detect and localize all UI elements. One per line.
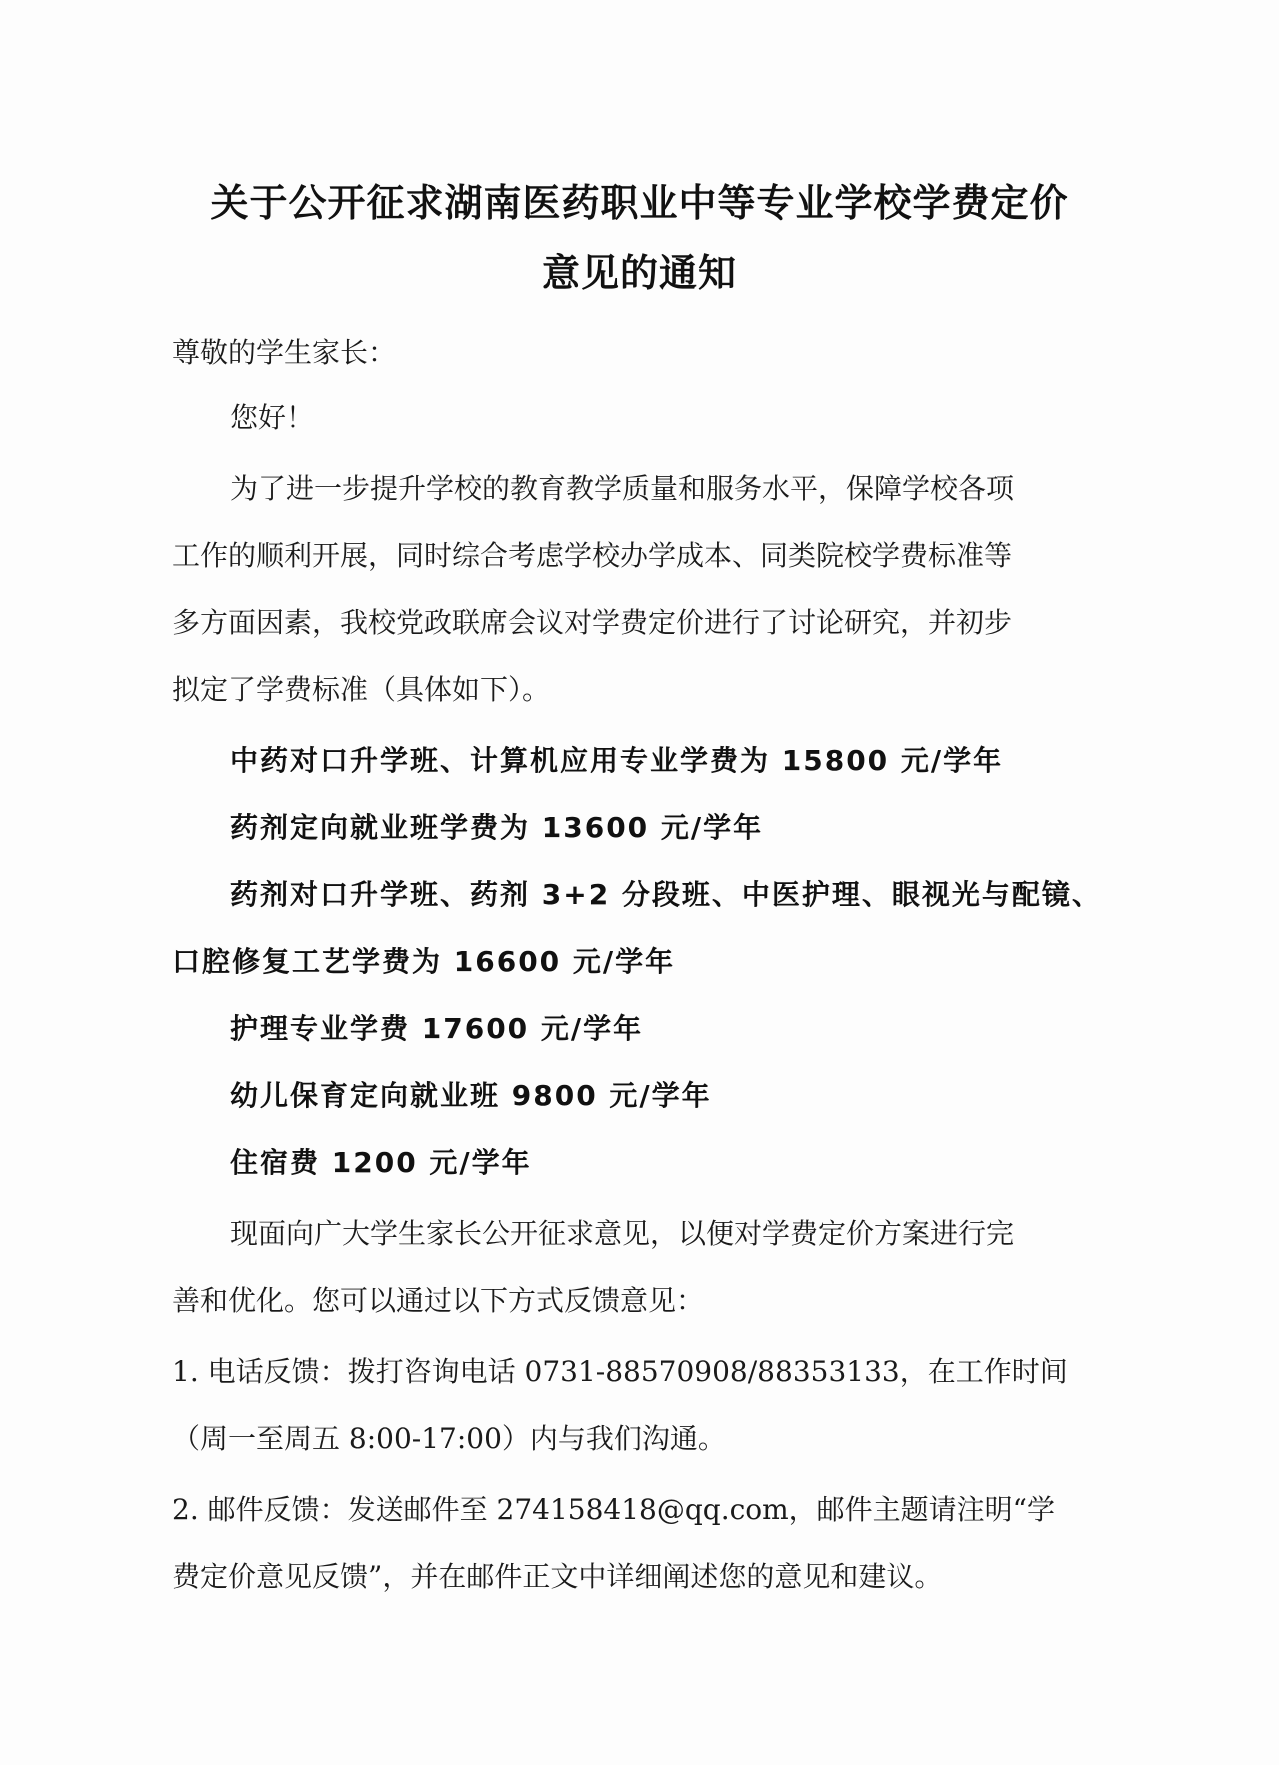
fee-item: 幼儿保育定向就业班 9800 元/学年	[230, 1079, 712, 1112]
feedback-phone-line: 1. 电话反馈：拨打咨询电话 0731-88570908/88353133，在工作时间	[172, 1355, 1068, 1388]
document-title-line-2: 意见的通知	[541, 251, 737, 295]
fee-item: 住宿费 1200 元/学年	[230, 1146, 532, 1179]
feedback-email-line: 费定价意见反馈”，并在邮件正文中详细阐述您的意见和建议。	[172, 1560, 943, 1593]
salutation: 尊敬的学生家长：	[172, 336, 397, 369]
fee-item: 药剂定向就业班学费为 13600 元/学年	[230, 811, 764, 844]
intro-paragraph-line: 为了进一步提升学校的教育教学质量和服务水平，保障学校各项	[230, 472, 1015, 505]
intro-paragraph-line: 拟定了学费标准（具体如下）。	[172, 673, 551, 706]
fee-item: 药剂对口升学班、药剂 3+2 分段班、中医护理、眼视光与配镜、	[230, 878, 1102, 911]
solicit-paragraph-line: 现面向广大学生家长公开征求意见，以便对学费定价方案进行完	[230, 1217, 1015, 1250]
fee-item: 护理专业学费 17600 元/学年	[230, 1012, 644, 1045]
feedback-email-line: 2. 邮件反馈：发送邮件至 274158418@qq.com，邮件主题请注明“学	[172, 1493, 1056, 1526]
document-title-line-1: 关于公开征求湖南医药职业中等专业学校学费定价	[210, 181, 1069, 225]
fee-item: 口腔修复工艺学费为 16600 元/学年	[172, 945, 676, 978]
solicit-paragraph-line: 善和优化。您可以通过以下方式反馈意见：	[172, 1284, 705, 1317]
intro-paragraph-line: 工作的顺利开展，同时综合考虑学校办学成本、同类院校学费标准等	[172, 539, 1013, 572]
fee-item: 中药对口升学班、计算机应用专业学费为 15800 元/学年	[230, 744, 1004, 777]
greeting: 您好！	[230, 401, 315, 434]
intro-paragraph-line: 多方面因素，我校党政联席会议对学费定价进行了讨论研究，并初步	[172, 606, 1013, 639]
feedback-phone-line: （周一至周五 8:00-17:00）内与我们沟通。	[172, 1422, 726, 1455]
